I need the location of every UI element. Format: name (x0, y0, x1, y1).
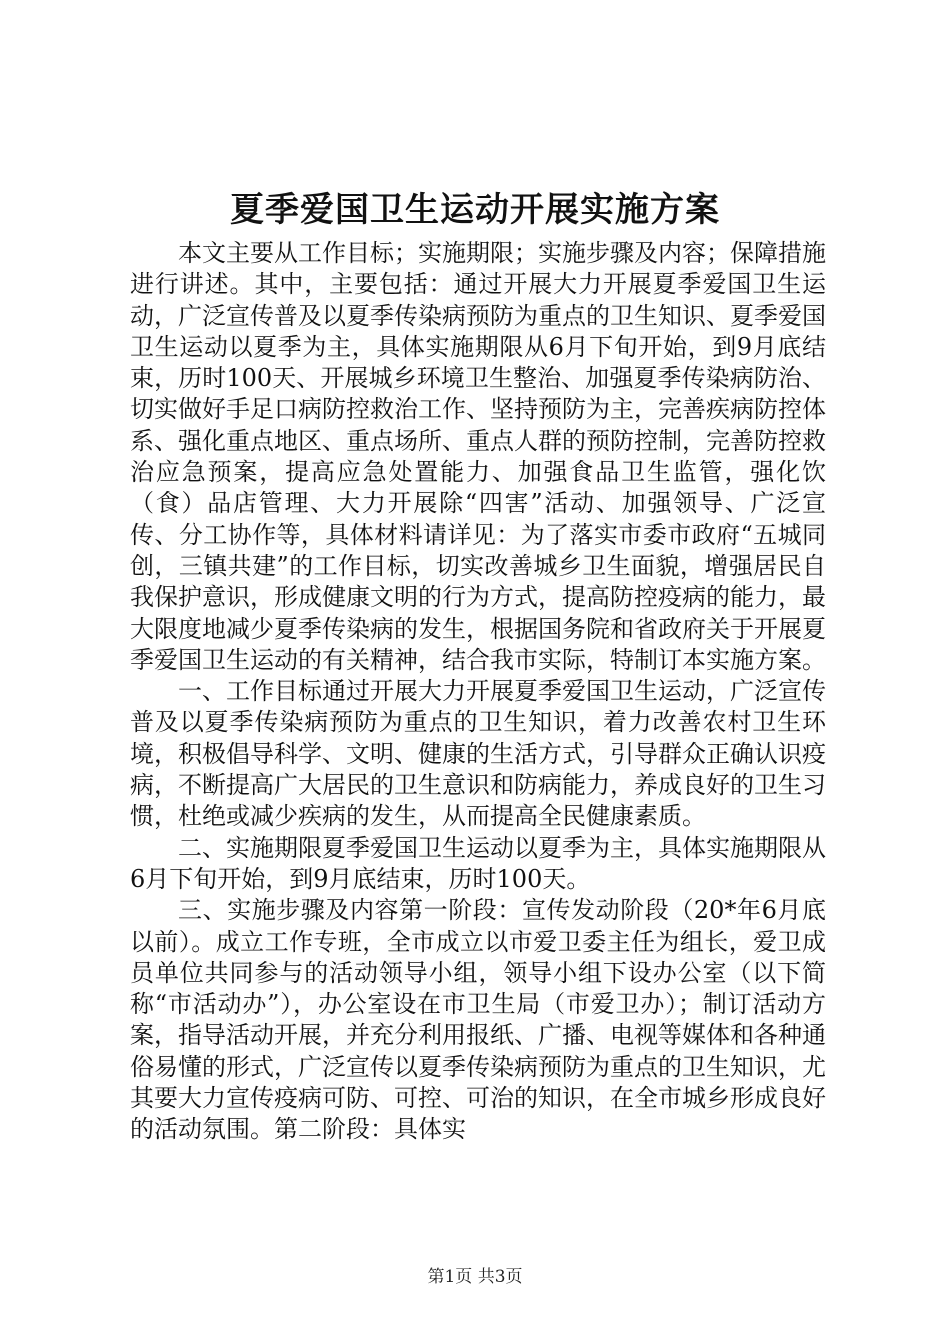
document-title: 夏季爱国卫生运动开展实施方案 (230, 190, 720, 230)
paragraph-work-goals: 一、工作目标通过开展大力开展夏季爱国卫生运动，广泛宣传普及以夏季传染病预防为重点的卫生知识，着力改善农村卫生环境，积极倡导科学、文明、健康的生活方式，引导群众正确认识疫病，不断提高广大居民的卫生意识和防病能力，养成良好的卫生习惯，杜绝或减少疾病的发生，从而提高全民健康素质。 (130, 677, 826, 831)
page-footer (0, 1266, 950, 1288)
paragraph-implementation-steps: 三、实施步骤及内容第一阶段：宣传发动阶段（20*年6月底以前）。成立工作专班，全市成立以市爱卫委主任为组长，爱卫成员单位共同参与的活动领导小组，领导小组下设办公室（以下简称“市活动办”），办公室设在市卫生局（市爱卫办）；制订活动方案，指导活动开展，并充分利用报纸、广播、电视等媒体和各种通俗易懂的形式，广泛宣传以夏季传染病预防为重点的卫生知识，尤其要大力宣传疫病可防、可控、可治的知识，在全市城乡形成良好的活动氛围。第二阶段：具体实 (130, 896, 826, 1144)
document-body (130, 238, 826, 1146)
page-total: 共3页 (477, 1267, 523, 1287)
paragraph-implementation-period: 二、实施期限夏季爱国卫生运动以夏季为主，具体实施期限从6月下旬开始，到9月底结束，历时100天。 (130, 833, 826, 893)
page-number: 第1页 (427, 1267, 473, 1287)
paragraph-summary: 本文主要从工作目标；实施期限；实施步骤及内容；保障措施进行讲述。其中，主要包括：通过开展大力开展夏季爱国卫生运动，广泛宣传普及以夏季传染病预防为重点的卫生知识、夏季爱国卫生运动以夏季为主，具体实施期限从6月下旬开始，到9月底结束，历时100天、开展城乡环境卫生整治、加强夏季传染病防治、切实做好手足口病防控救治工作、坚持预防为主，完善疾病防控体系、强化重点地区、重点场所、重点人群的预防控制，完善防控救治应急预案，提高应急处置能力、加强食品卫生监管，强化饮（食）品店管理、大力开展除“四害”活动、加强领导、广泛宣传、分工协作等，具体材料请详见：为了落实市委市政府“五城同创，三镇共建”的工作目标，切实改善城乡卫生面貌，增强居民自我保护意识，形成健康文明的行为方式，提高防控疫病的能力，最大限度地减少夏季传染病的发生，根据国务院和省政府关于开展夏季爱国卫生运动的有关精神，结合我市实际，特制订本实施方案。 (130, 239, 826, 674)
